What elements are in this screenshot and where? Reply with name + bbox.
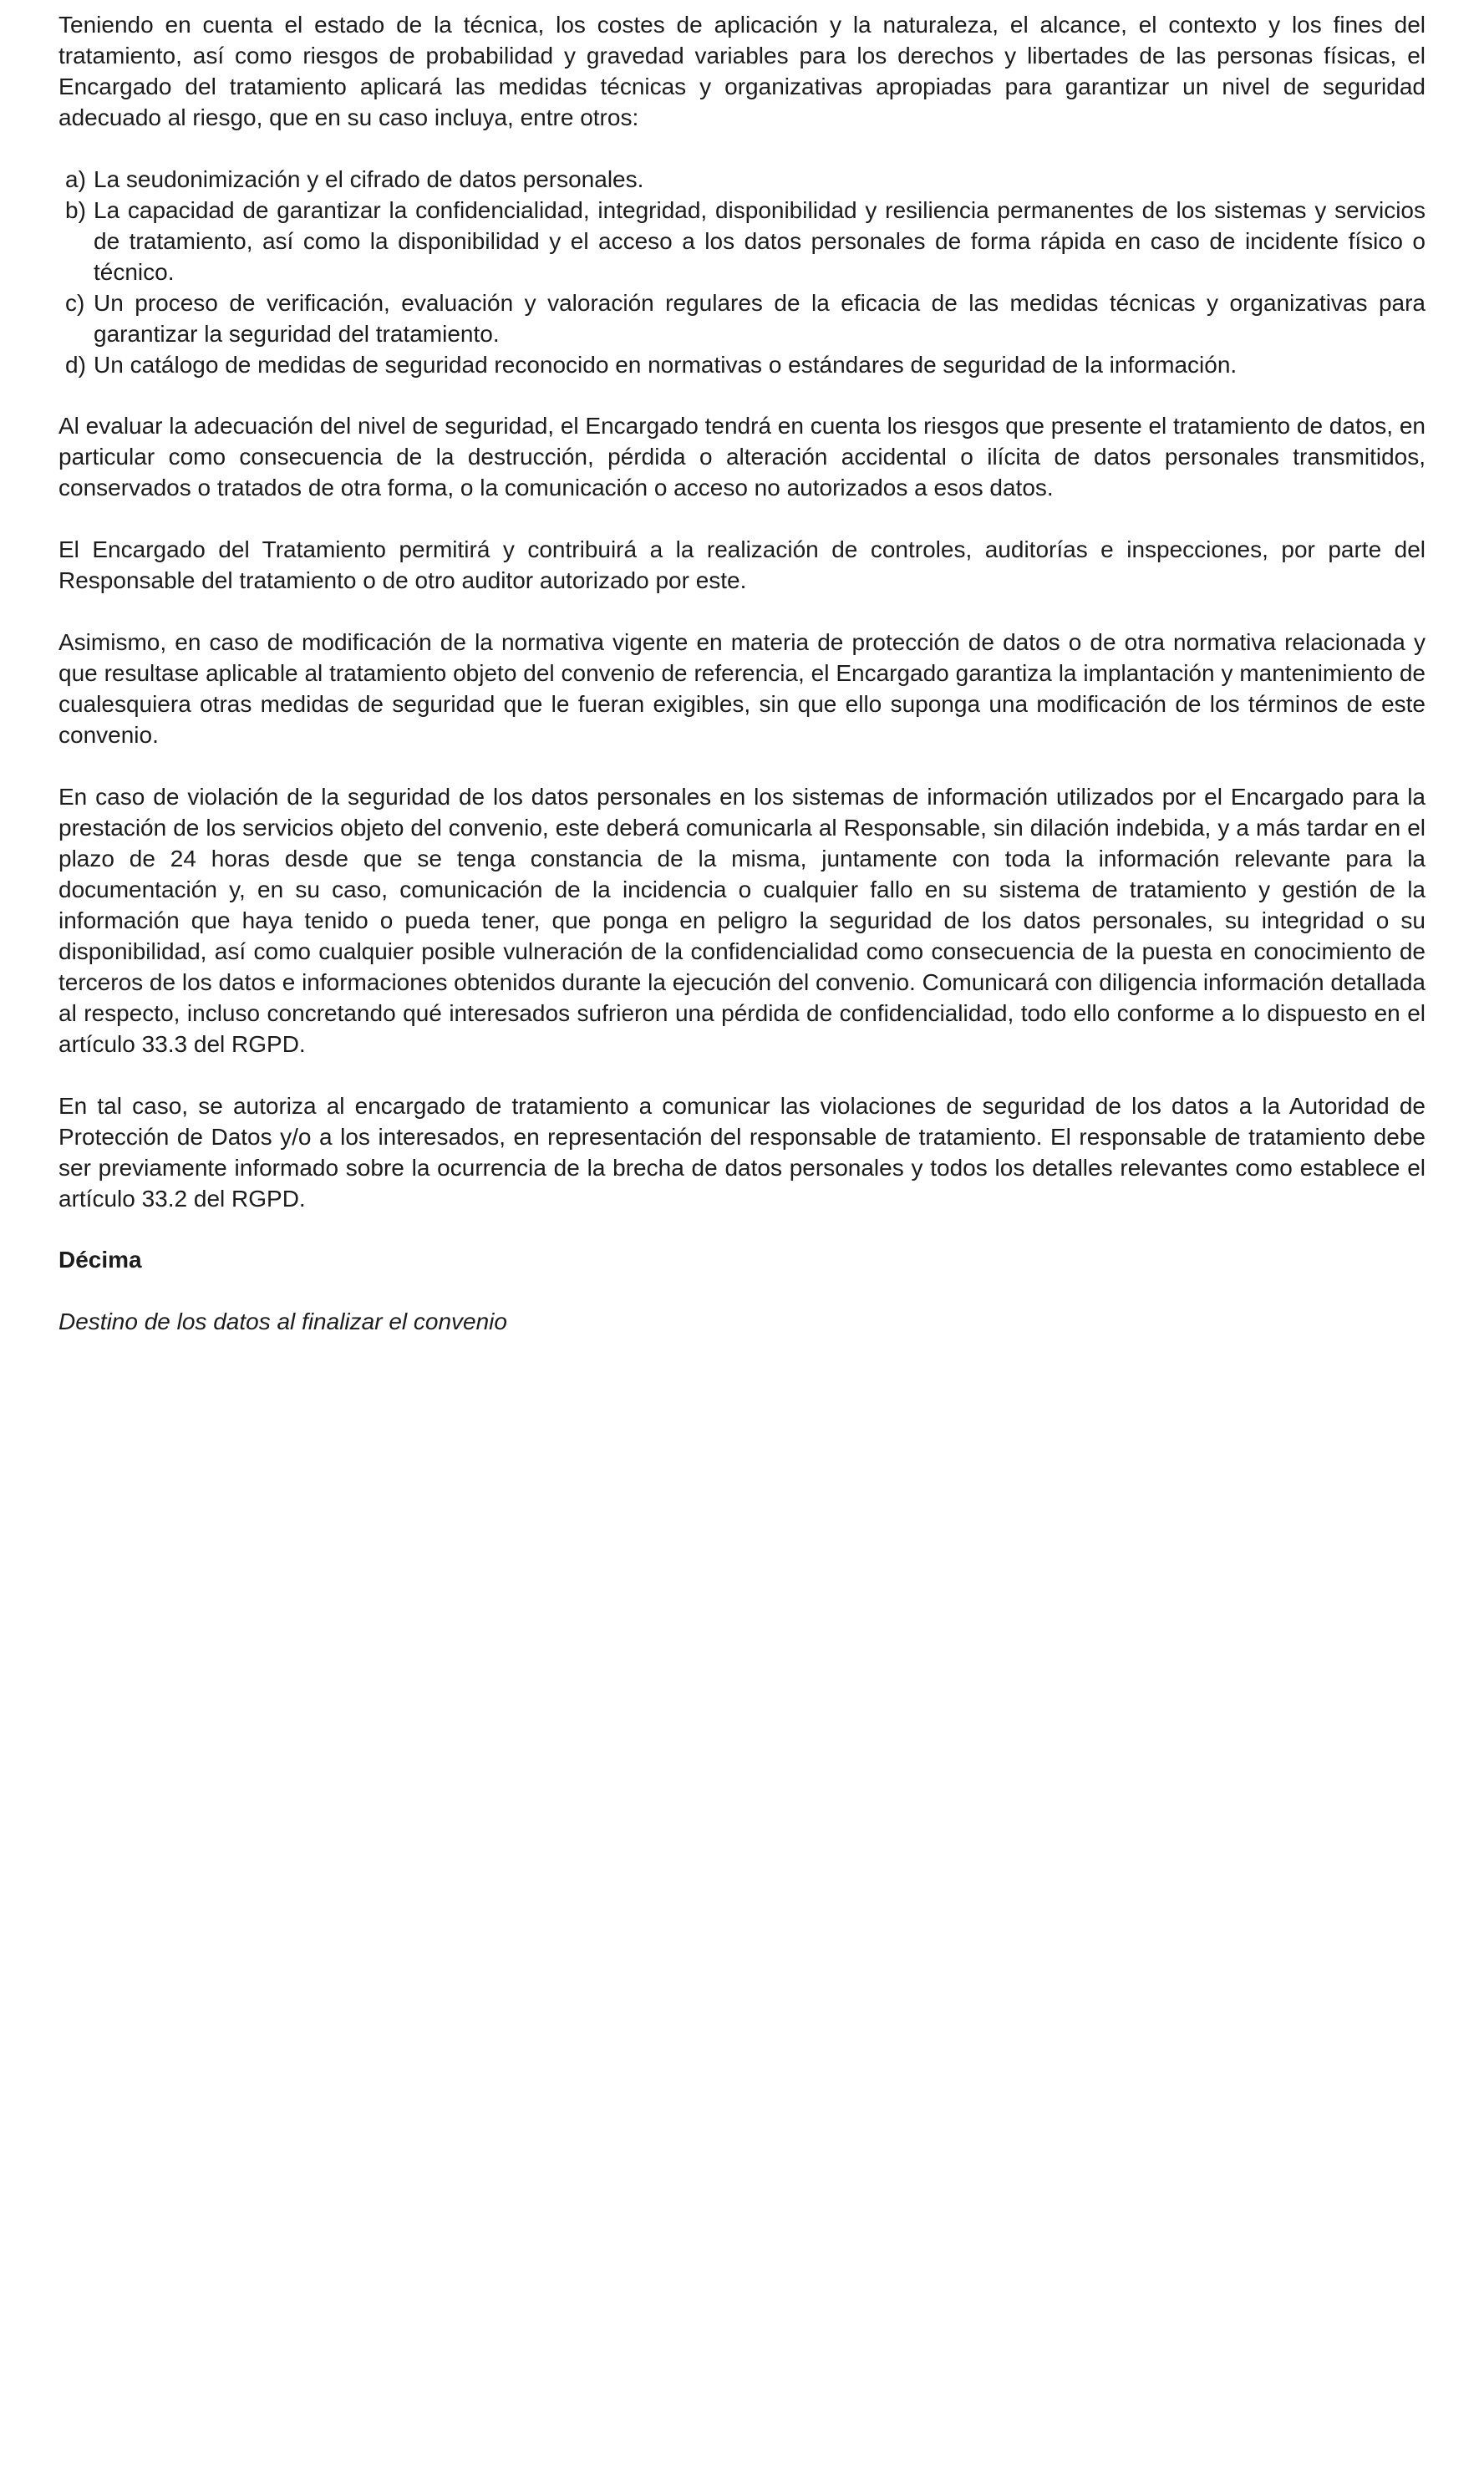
body-paragraph: En caso de violación de la seguridad de los datos personales en los sistemas de información utilizados por el Encargado para la prestación de los servicios objeto del convenio, este deberá comunicarla al Responsable, sin dilación indebida, y a más tardar en el plazo de 24 horas desde que se tenga constancia de la misma, juntamente con toda la información relevante para la documentación y, en su caso, comunicación de la incidencia o cualquier fallo en su sistema de tratamiento y gestión de la información que haya tenido o pueda tener, que ponga en peligro la seguridad de los datos personales, su integridad o su disponibilidad, así como cualquier posible vulneración de la confidencialidad como consecuencia de la puesta en conocimiento de terceros de los datos e informaciones obtenidos durante la ejecución del convenio. Comunicará con diligencia información detallada al respecto, incluso concretando qué interesados sufrieron una pérdida de confidencialidad, todo ello conforme a lo dispuesto en el artículo 33.3 del RGPD. <box>58 784 1426 1057</box>
list-item <box>58 196 1426 288</box>
list-item-marker: d) <box>65 351 86 378</box>
body-paragraph: Asimismo, en caso de modificación de la normativa vigente en materia de protección de datos o de otra normativa relacionada y que resultase aplicable al tratamiento objeto del convenio de referencia, el Encargado garantiza la implantación y mantenimiento de cualesquiera otras medidas de seguridad que le fueran exigibles, sin que ello suponga una modificación de los términos de este convenio. <box>58 629 1426 749</box>
body-paragraph: En tal caso, se autoriza al encargado de tratamiento a comunicar las violaciones de seguridad de los datos a la Autoridad de Protección de Datos y/o a los interesados, en representación del responsable de tratamiento. El responsable de tratamiento debe ser previamente informado sobre la ocurrencia de la brecha de datos personales y todos los detalles relevantes como establece el artículo 33.2 del RGPD. <box>58 1092 1426 1212</box>
body-paragraph: El Encargado del Tratamiento permitirá y contribuirá a la realización de controles, auditorías e inspecciones, por parte del Responsable del tratamiento o de otro auditor autorizado por este. <box>58 536 1426 594</box>
list-item-text: La capacidad de garantizar la confidencialidad, integridad, disponibilidad y resiliencia permanentes de los sistemas y servicios de tratamiento, así como la disponibilidad y el acceso a los datos personales de forma rápida en caso de incidente físico o técnico. <box>94 196 1426 285</box>
list-item-marker: a) <box>65 165 86 192</box>
list-item-text: La seudonimización y el cifrado de datos personales. <box>94 165 644 192</box>
body-paragraph: Al evaluar la adecuación del nivel de seguridad, el Encargado tendrá en cuenta los riesgos que presente el tratamiento de datos, en particular como consecuencia de la destrucción, pérdida o alteración accidental o ilícita de datos personales transmitidos, conservados o tratados de otra forma, o la comunicación o acceso no autorizados a esos datos. <box>58 413 1426 501</box>
list-item <box>58 288 1426 350</box>
list-item-marker: c) <box>65 289 85 316</box>
list-item-marker: b) <box>65 196 86 223</box>
clause-heading: Décima <box>58 1247 142 1273</box>
security-measures-list <box>58 165 1426 381</box>
intro-paragraph: Teniendo en cuenta el estado de la técnica, los costes de aplicación y la naturaleza, el alcance, el contexto y los fines del tratamiento, así como riesgos de probabilidad y gravedad variables para los derechos y libertades de las personas físicas, el Encargado del tratamiento aplicará las medidas técnicas y organizativas apropiadas para garantizar un nivel de seguridad adecuado al riesgo, que en su caso incluya, entre otros: <box>58 12 1426 130</box>
clause-subtitle: Destino de los datos al finalizar el convenio <box>58 1309 507 1335</box>
list-item <box>58 165 1426 196</box>
list-item-text: Un catálogo de medidas de seguridad reconocido en normativas o estándares de seguridad de la información. <box>94 351 1238 378</box>
list-item-text: Un proceso de verificación, evaluación y valoración regulares de la eficacia de las medidas técnicas y organizativas para garantizar la seguridad del tratamiento. <box>94 289 1426 347</box>
list-item <box>58 350 1426 381</box>
